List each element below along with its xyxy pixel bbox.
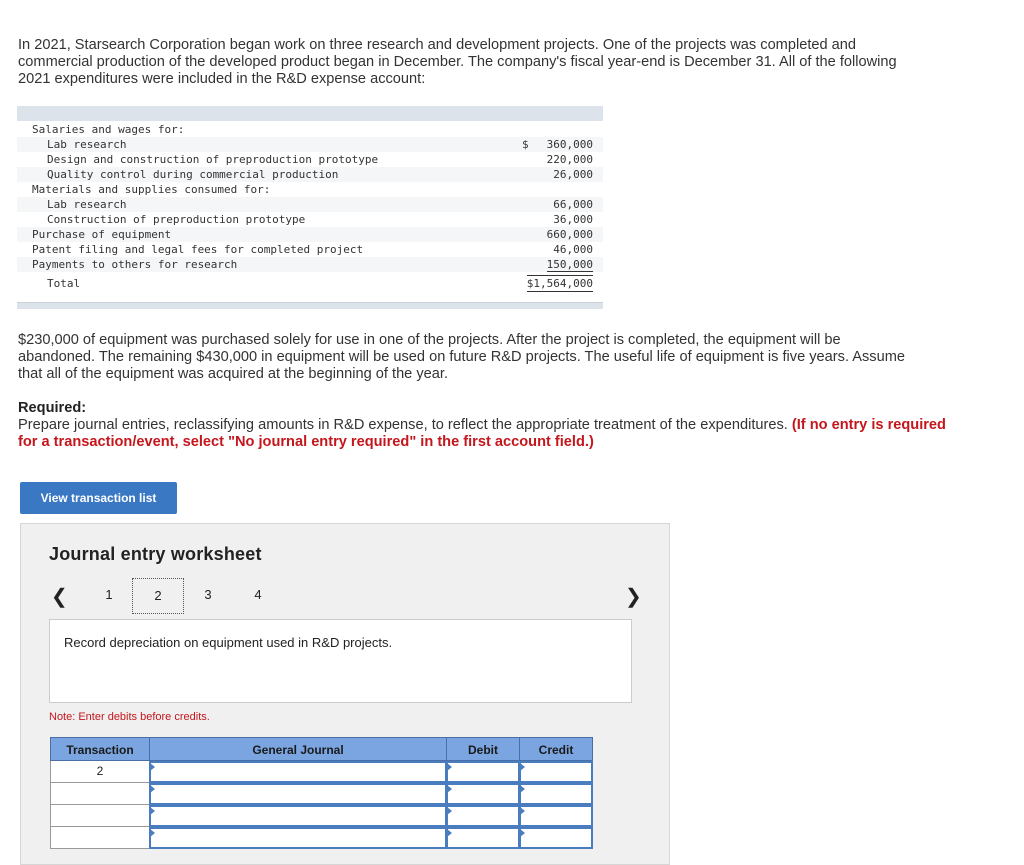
credit-input[interactable]	[519, 805, 593, 827]
row-amount: 36,000	[553, 213, 593, 226]
transaction-cell: 2	[50, 761, 150, 783]
col-header-debit: Debit	[446, 737, 520, 761]
row-label: Payments to others for research	[32, 258, 238, 271]
table-row	[17, 212, 603, 227]
page-tab-4[interactable]: 4	[254, 587, 262, 602]
expenditure-table	[17, 106, 603, 308]
required-note: (If no entry is required for a transaction/event, select "No journal entry required" in the first account field.)	[18, 417, 946, 450]
row-label: Materials and supplies consumed for:	[32, 183, 271, 196]
dollar-sign: $	[522, 138, 529, 151]
debit-input[interactable]	[446, 805, 520, 827]
table-row	[17, 242, 603, 257]
col-header-transaction: Transaction	[50, 737, 150, 761]
row-label: Purchase of equipment	[32, 228, 172, 241]
credit-input[interactable]	[519, 827, 593, 849]
table-row-total	[17, 276, 603, 291]
row-label: Lab research	[47, 198, 127, 211]
row-label: Construction of preproduction prototype	[47, 213, 306, 226]
credit-input[interactable]	[519, 783, 593, 805]
journal-entry-worksheet	[20, 523, 670, 865]
col-header-credit: Credit	[519, 737, 593, 761]
debit-input[interactable]	[446, 783, 520, 805]
row-label: Salaries and wages for:	[32, 123, 185, 136]
table-row	[17, 257, 603, 272]
row-label: Quality control during commercial production	[47, 168, 339, 181]
table-row	[17, 197, 603, 212]
general-journal-input[interactable]	[149, 805, 447, 827]
instruction-text: Record depreciation on equipment used in R&D projects.	[64, 635, 393, 650]
chevron-left-icon[interactable]: ❮	[51, 586, 68, 608]
table-row	[17, 152, 603, 167]
col-header-general-journal: General Journal	[149, 737, 447, 761]
page-tab-3[interactable]: 3	[204, 587, 212, 602]
row-label: Design and construction of preproduction prototype	[47, 153, 379, 166]
worksheet-title: Journal entry worksheet	[49, 544, 262, 564]
problem-intro: In 2021, Starsearch Corporation began work on three research and development projects. One of the projects was completed and commercial production of the developed product began in December. The company's fiscal year-end is December 31. All of the following 2021 expenditures were included in the R&D expense account:	[18, 37, 897, 87]
general-journal-input[interactable]	[149, 827, 447, 849]
row-amount: 220,000	[546, 153, 593, 166]
transaction-cell	[50, 805, 150, 827]
table-top-bar	[17, 106, 603, 121]
page-tab-1[interactable]: 1	[105, 587, 113, 602]
row-label: Lab research	[47, 138, 127, 151]
view-transaction-list-button[interactable]: View transaction list	[20, 482, 177, 514]
row-amount: 66,000	[553, 198, 593, 211]
general-journal-input[interactable]	[149, 783, 447, 805]
row-label: Patent filing and legal fees for completed project	[32, 243, 364, 256]
entry-note: Note: Enter debits before credits.	[49, 711, 210, 723]
general-journal-input[interactable]	[149, 761, 447, 783]
row-amount: 46,000	[553, 243, 593, 256]
equipment-paragraph: $230,000 of equipment was purchased solely for use in one of the projects. After the project is completed, the equipment will be abandoned. The remaining $430,000 in equipment will be used on future R&D projects. The useful life of equipment is five years. Assume that all of the equipment was acquired at the beginning of the year.	[18, 332, 905, 382]
table-row	[17, 167, 603, 182]
total-amount: $1,564,000	[526, 277, 593, 290]
debit-input[interactable]	[446, 761, 520, 783]
row-amount: 360,000	[546, 138, 593, 151]
row-amount: 26,000	[553, 168, 593, 181]
total-label: Total	[47, 277, 81, 290]
table-row	[17, 227, 603, 242]
debit-input[interactable]	[446, 827, 520, 849]
table-bottom-bar	[17, 302, 603, 309]
required-section	[18, 400, 948, 451]
table-row	[17, 122, 603, 137]
required-text: Prepare journal entries, reclassifying amounts in R&D expense, to reflect the appropriate treatment of the expenditures.	[18, 417, 788, 433]
chevron-right-icon[interactable]: ❯	[625, 586, 642, 608]
required-label: Required:	[18, 400, 87, 416]
transaction-cell	[50, 783, 150, 805]
row-amount: 660,000	[546, 228, 593, 241]
transaction-cell	[50, 827, 150, 849]
table-row	[17, 137, 603, 152]
instruction-box	[49, 619, 632, 703]
page-tab-2[interactable]: 2	[132, 578, 184, 614]
table-row	[17, 182, 603, 197]
row-amount: 150,000	[546, 258, 593, 271]
credit-input[interactable]	[519, 761, 593, 783]
